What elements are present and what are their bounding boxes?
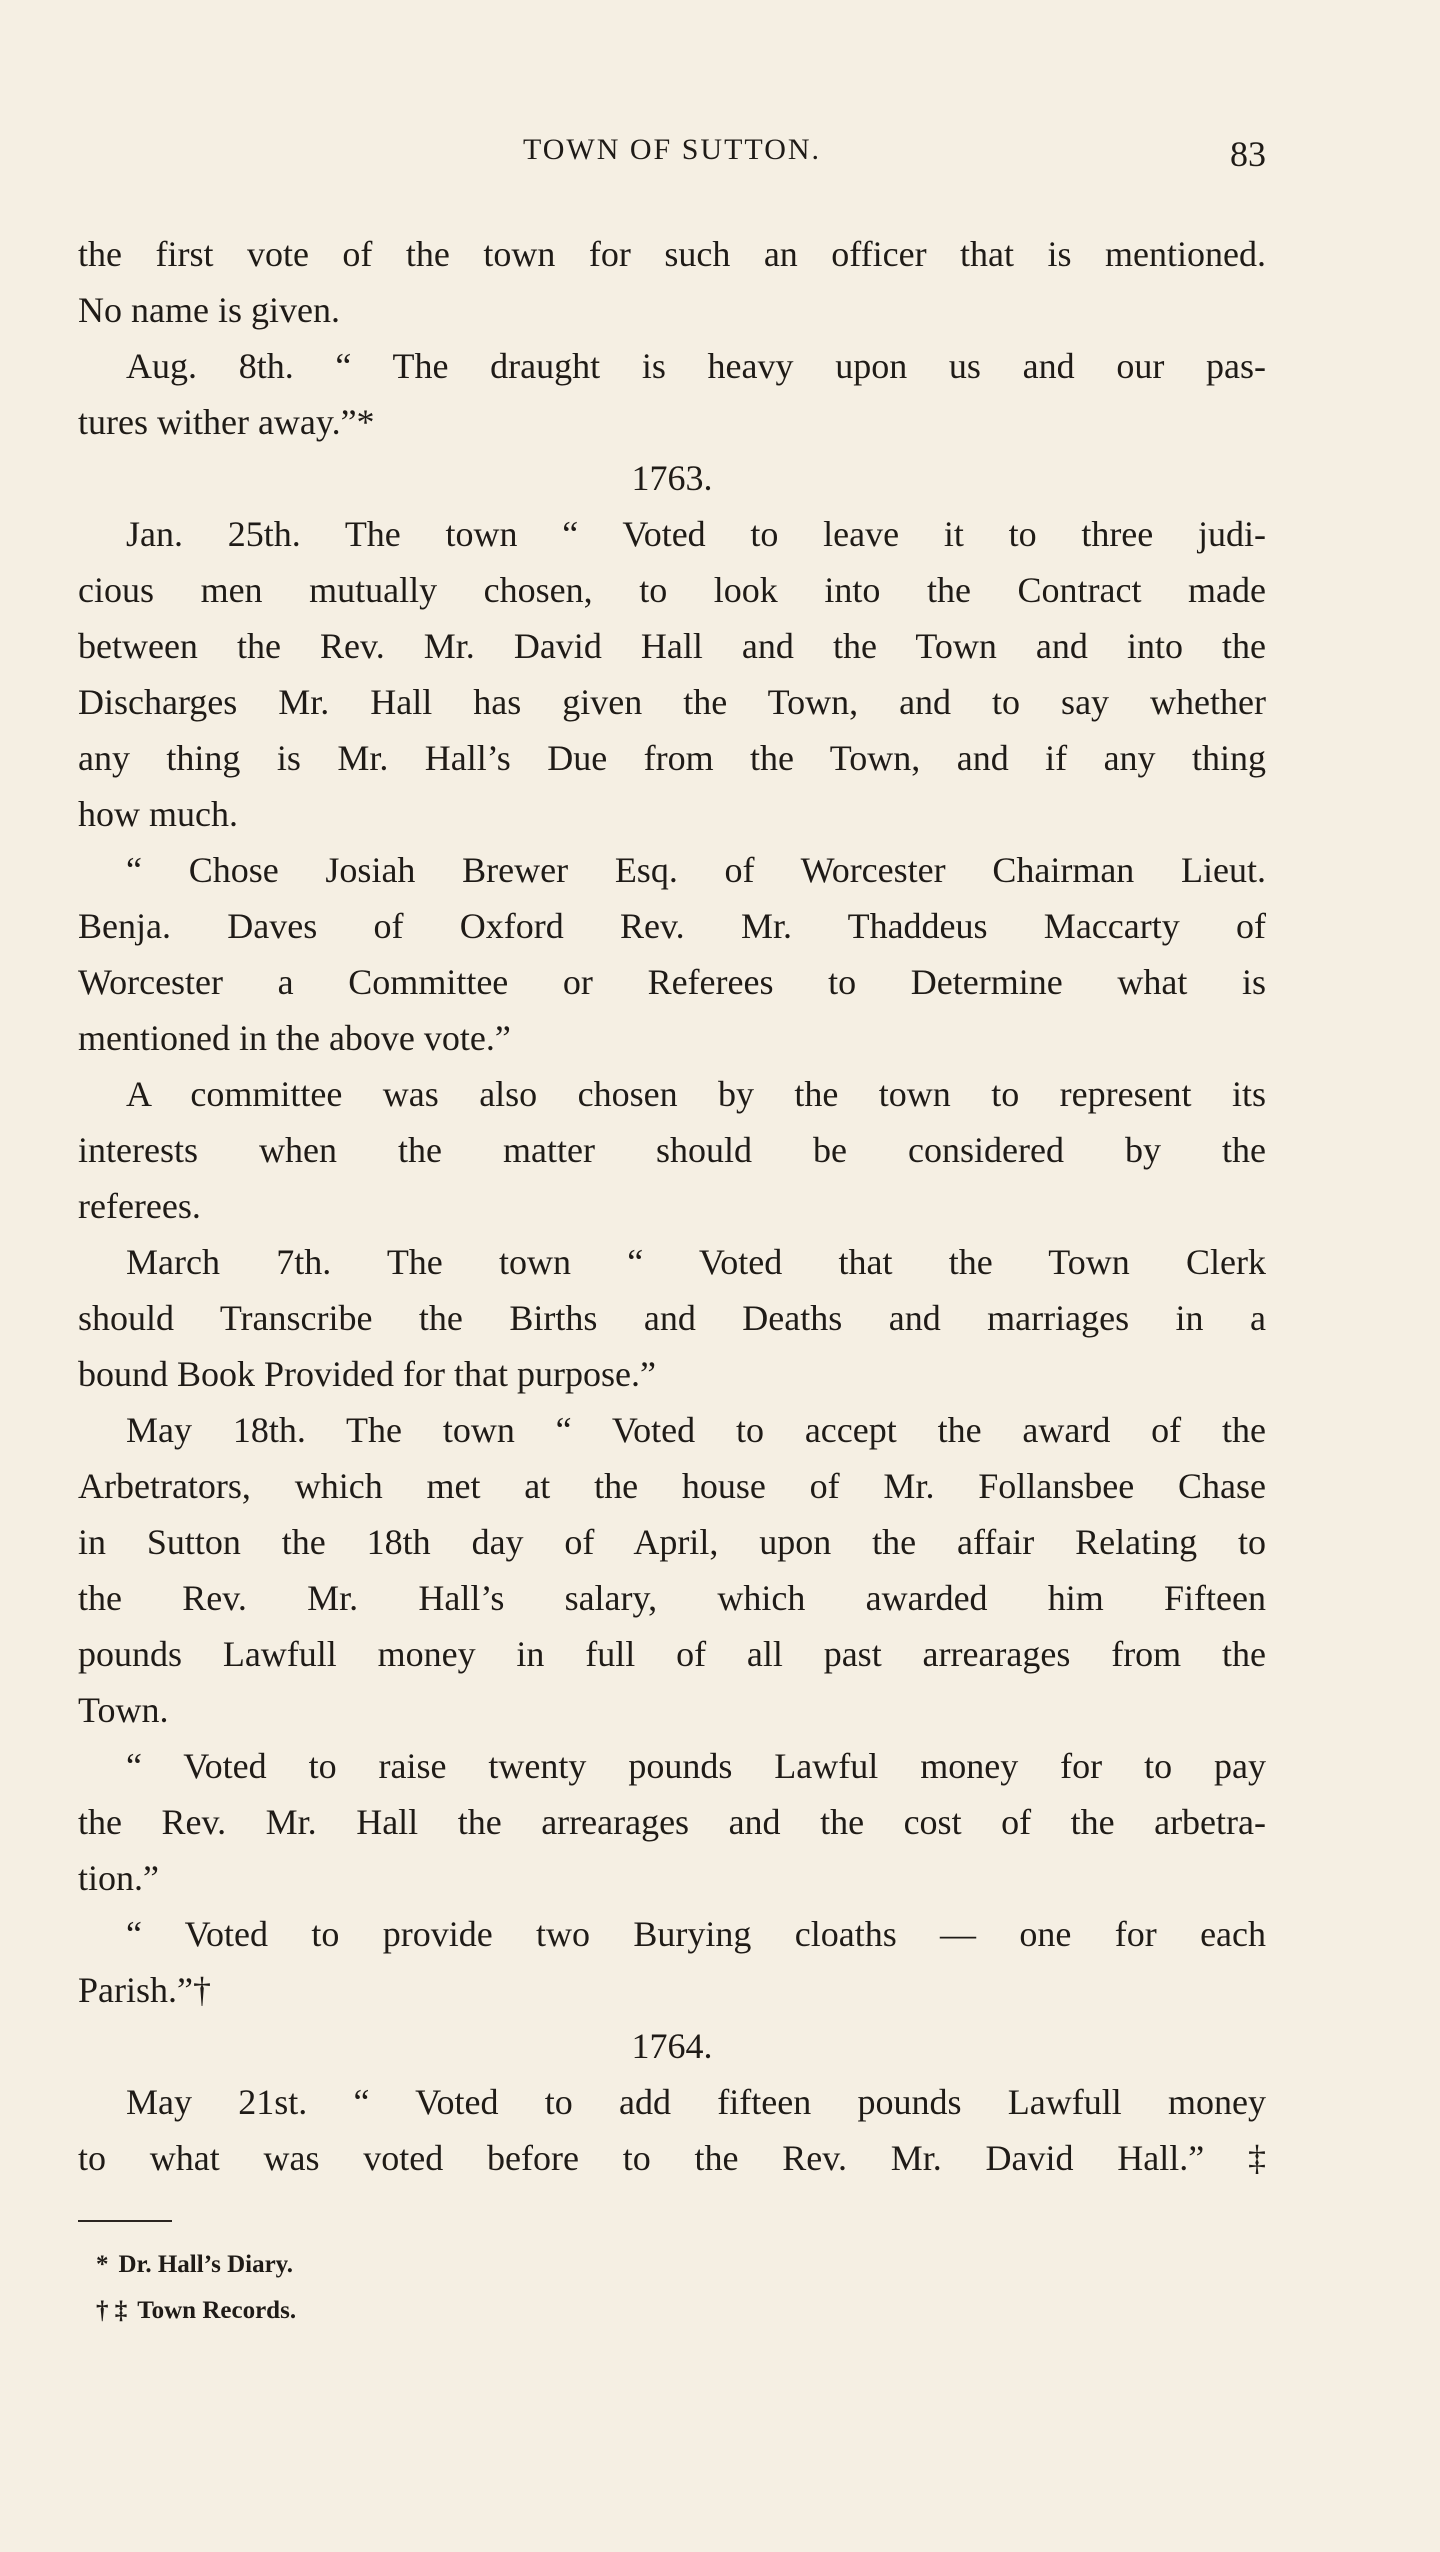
body-text [78, 226, 1266, 2186]
text-line: to what was voted before to the Rev. Mr. David Hall.” ‡ [78, 2138, 1266, 2178]
text-line: May 21st. “ Voted to add fifteen pounds Lawfull money [126, 2082, 1266, 2122]
text-line: interests when the matter should be considered by the [78, 1130, 1266, 1170]
text-line: the first vote of the town for such an officer that is mentioned. [78, 234, 1266, 274]
text-line: “ Chose Josiah Brewer Esq. of Worcester Chairman Lieut. [126, 850, 1266, 890]
text-line: tures wither away.”* [78, 402, 375, 442]
text-line: bound Book Provided for that purpose.” [78, 1354, 656, 1394]
text-line: in Sutton the 18th day of April, upon the affair Relating to [78, 1522, 1266, 1562]
running-head [78, 133, 1266, 177]
text-line: mentioned in the above vote.” [78, 1018, 511, 1058]
text-line: any thing is Mr. Hall’s Due from the Town, and if any thing [78, 738, 1266, 778]
text-line: Worcester a Committee or Referees to Determine what is [78, 962, 1266, 1002]
text-line: No name is given. [78, 290, 340, 330]
text-line: Parish.”† [78, 1970, 211, 2010]
footnote-text: Town Records. [137, 2297, 297, 2324]
text-line: Discharges Mr. Hall has given the Town, and to say whether [78, 682, 1266, 722]
footnote-rule [78, 2220, 172, 2222]
page-number: 83 [1230, 134, 1266, 174]
footnote-marker: * [96, 2251, 109, 2278]
text-line: the Rev. Mr. Hall’s salary, which awarded him Fifteen [78, 1578, 1266, 1618]
text-line: A committee was also chosen by the town to represent its [126, 1074, 1266, 1114]
footnotes [96, 2242, 296, 2334]
running-title: TOWN OF SUTTON. [522, 133, 822, 166]
text-line: tion.” [78, 1858, 159, 1898]
footnote-town-records [96, 2288, 296, 2334]
year-heading: 1763. [631, 458, 713, 498]
text-line: March 7th. The town “ Voted that the Town Clerk [126, 1242, 1266, 1282]
footnote-text: Dr. Hall’s Diary. [118, 2251, 294, 2278]
text-line: May 18th. The town “ Voted to accept the award of the [126, 1410, 1266, 1450]
text-line: referees. [78, 1186, 201, 1226]
footnote-diary [96, 2242, 296, 2288]
text-line: between the Rev. Mr. David Hall and the Town and into the [78, 626, 1266, 666]
text-line: Benja. Daves of Oxford Rev. Mr. Thaddeus Maccarty of [78, 906, 1266, 946]
text-line: “ Voted to provide two Burying cloaths — one for each [126, 1914, 1266, 1954]
text-line: Arbetrators, which met at the house of Mr. Follansbee Chase [78, 1466, 1266, 1506]
text-line: how much. [78, 794, 238, 834]
text-line: Town. [78, 1690, 169, 1730]
text-line: should Transcribe the Births and Deaths and marriages in a [78, 1298, 1266, 1338]
text-line: Jan. 25th. The town “ Voted to leave it to three judi- [126, 514, 1266, 554]
text-line: cious men mutually chosen, to look into the Contract made [78, 570, 1266, 610]
text-line: pounds Lawfull money in full of all past arrearages from the [78, 1634, 1266, 1674]
text-line: “ Voted to raise twenty pounds Lawful money for to pay [126, 1746, 1266, 1786]
footnote-marker: † ‡ [96, 2297, 128, 2324]
text-line: the Rev. Mr. Hall the arrearages and the cost of the arbetra- [78, 1802, 1266, 1842]
year-heading: 1764. [631, 2026, 713, 2066]
text-line: Aug. 8th. “ The draught is heavy upon us and our pas- [126, 346, 1266, 386]
